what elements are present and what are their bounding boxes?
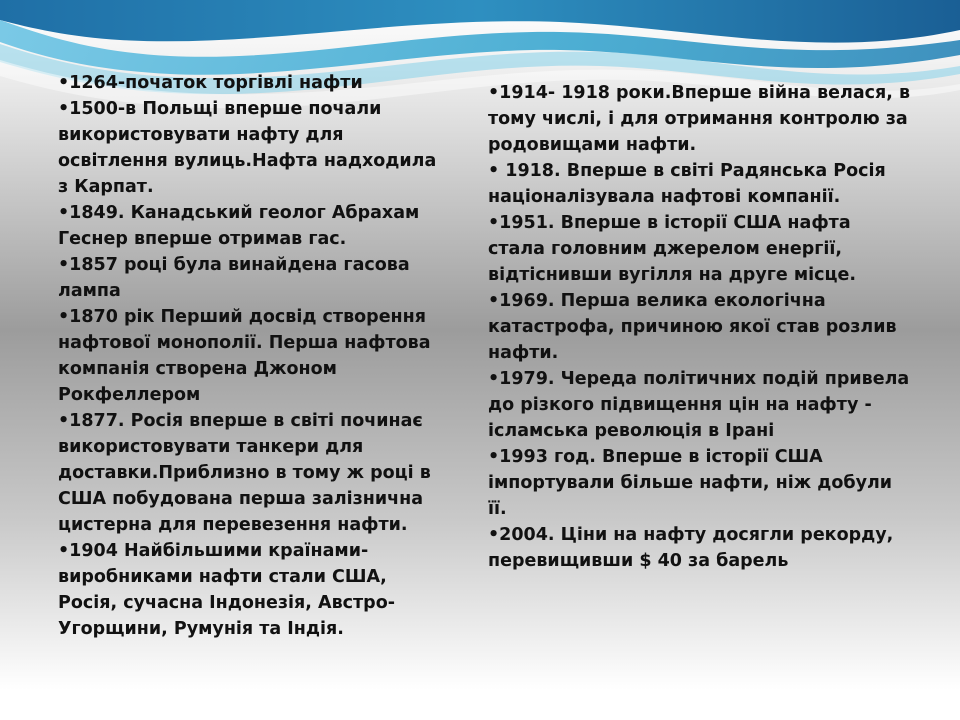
timeline-entry: •1877. Росія вперше в світі починає використовувати танкери для доставки.Приблизно в тому ж році в США побудована перша залізнична цистерна для перевезення нафти. (58, 411, 431, 535)
timeline-entry: •1264-початок торгівлі нафти (58, 73, 363, 93)
timeline-entry: •1500-в Польщі вперше почали використовувати нафту для освітлення вулиць.Нафта надходила з Карпат. (58, 99, 437, 197)
timeline-entry: •1904 Найбільшими країнами-виробниками нафти стали США, Росія, сучасна Індонезія, Австро-Угорщини, Румунія та Індія. (58, 541, 395, 639)
timeline-entry: •1857 році була винайдена гасова лампа (58, 255, 410, 301)
timeline-entry: •2004. Ціни на нафту досягли рекорду, перевищивши $ 40 за барель (488, 525, 894, 571)
timeline-entry: •1870 рік Перший досвід створення нафтової монополії. Перша нафтова компанія створена Джоном Рокфеллером (58, 307, 431, 405)
timeline-entry: •1914- 1918 роки.Вперше війна велася, в тому числі, і для отримання контролю за родовищами нафти. (488, 83, 911, 155)
timeline-entry: •1979. Череда політичних подій привела до різкого підвищення цін на нафту - ісламська революція в Ірані (488, 369, 910, 441)
right-timeline-column (488, 80, 913, 574)
left-timeline-column (58, 70, 448, 642)
timeline-entry: •1969. Перша велика екологічна катастрофа, причиною якої став розлив нафти. (488, 291, 897, 363)
timeline-entry: • 1918. Вперше в світі Радянська Росія націоналізувала нафтові компанії. (488, 161, 886, 207)
timeline-entry: •1951. Вперше в історії США нафта стала головним джерелом енергії, відтіснивши вугілля на друге місце. (488, 213, 857, 285)
timeline-entry: •1993 год. Вперше в історії США імпортували більше нафти, ніж добули її. (488, 447, 893, 519)
timeline-entry: •1849. Канадський геолог Абрахам Геснер вперше отримав гас. (58, 203, 420, 249)
